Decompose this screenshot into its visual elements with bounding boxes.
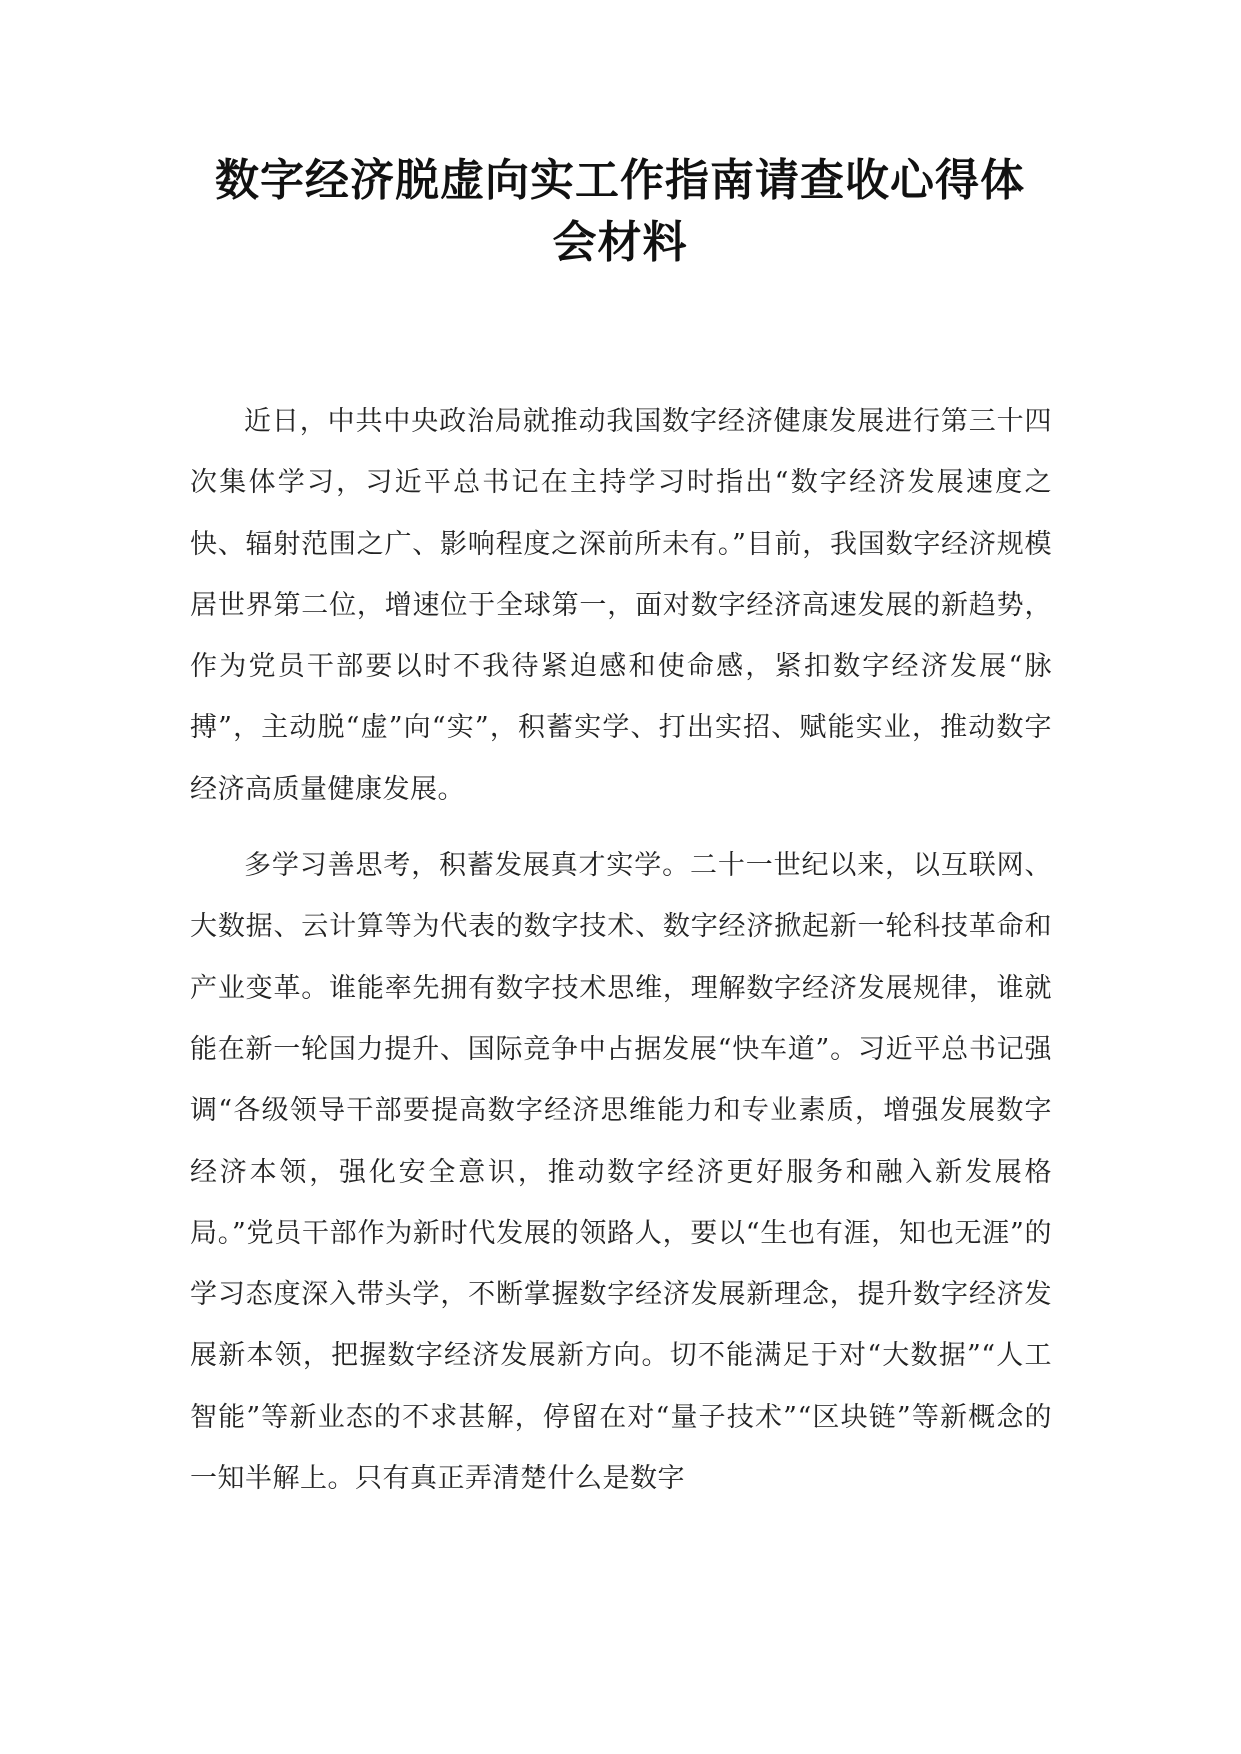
paragraph-1: 近日，中共中央政治局就推动我国数字经济健康发展进行第三十四次集体学习，习近平总书记在主持学习时指出“数字经济发展速度之快、辐射范围之广、影响程度之深前所未有。”目前，我国数字经济规模居世界第二位，增速位于全球第一，面对数字经济高速发展的新趋势，作为党员干部要以时不我待紧迫感和使命感，紧扣数字经济发展“脉搏”，主动脱“虚”向“实”，积蓄实学、打出实招、赋能实业，推动数字经济高质量健康发展。 [190,406,1052,805]
paragraph-2: 多学习善思考，积蓄发展真才实学。二十一世纪以来，以互联网、大数据、云计算等为代表的数字技术、数字经济掀起新一轮科技革命和产业变革。谁能率先拥有数字技术思维，理解数字经济发展规律，谁就能在新一轮国力提升、国际竞争中占据发展“快车道”。习近平总书记强调“各级领导干部要提高数字经济思维能力和专业素质，增强发展数字经济本领，强化安全意识，推动数字经济更好服务和融入新发展格局。”党员干部作为新时代发展的领路人，要以“生也有涯，知也无涯”的学习态度深入带头学，不断掌握数字经济发展新理念，提升数字经济发展新本领，把握数字经济发展新方向。切不能满足于对“大数据”“人工智能”等新业态的不求甚解，停留在对“量子技术”“区块链”等新概念的一知半解上。只有真正弄清楚什么是数字 [190,850,1052,1495]
document-body [190,391,1052,1524]
title-line-2: 会材料 [552,217,688,268]
title-line-1: 数字经济脱虚向实工作指南请查收心得体 [215,155,1025,206]
document-title [190,150,1050,274]
